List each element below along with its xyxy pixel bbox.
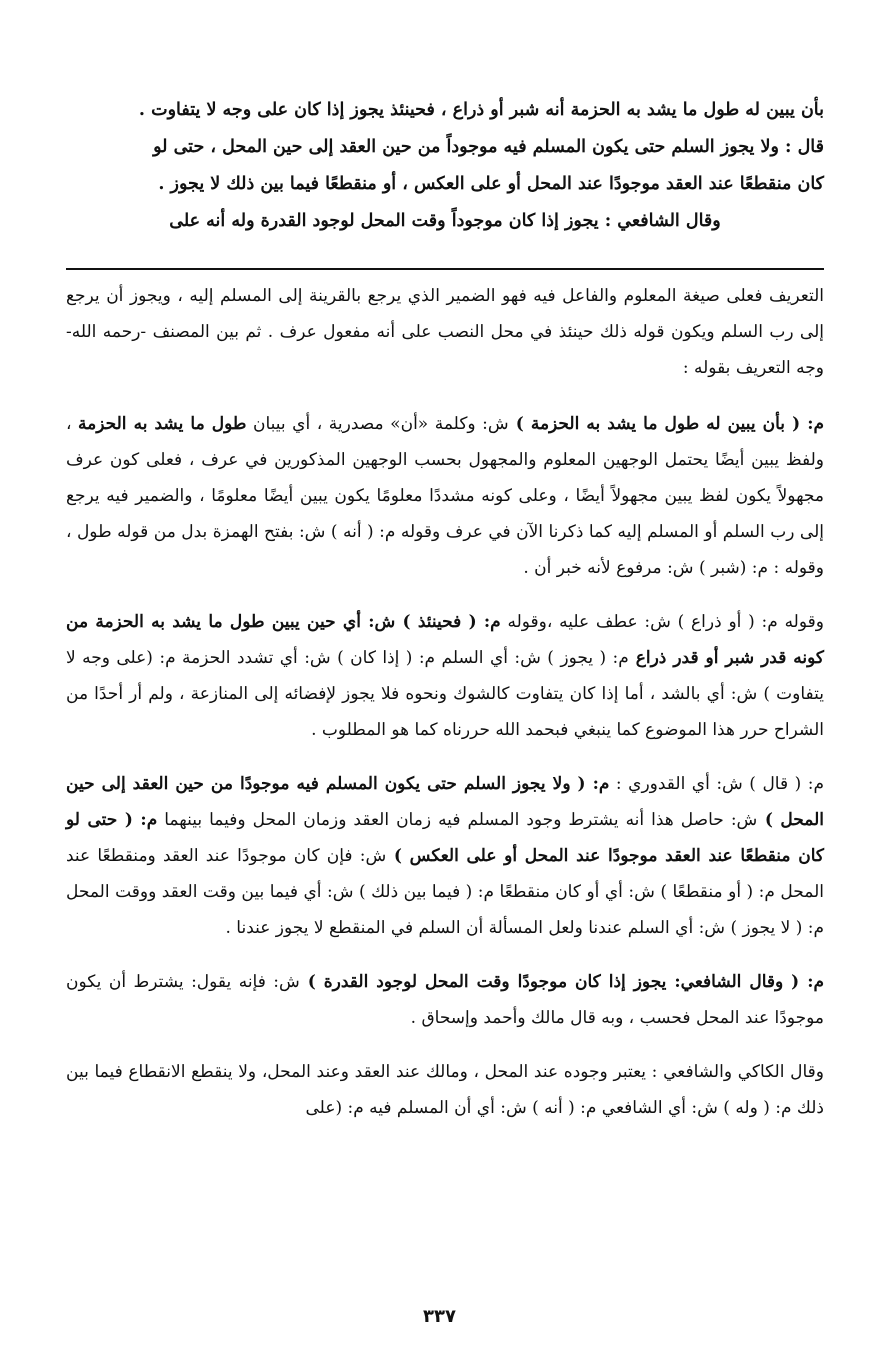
commentary-paragraph xyxy=(66,964,824,1036)
commentary-text: ش: بفتح الهمزة بدل من قوله طول ، وقوله : xyxy=(66,522,824,578)
commentary-text: ش: أي القدوري : xyxy=(609,774,743,794)
quoted-text: طول ما يشد به الحزمة xyxy=(78,414,247,434)
quoted-text: م: ( لا يجوز ) xyxy=(725,918,824,938)
quoted-text: م: ( فحينئذ ) xyxy=(395,612,501,632)
commentary-text: ش: أي السلم xyxy=(435,648,541,668)
commentary-paragraph xyxy=(66,406,824,586)
quoted-text: م: ( أو ذراع ) xyxy=(670,612,778,632)
commentary-text: ش: وكلمة «أن» مصدرية ، أي بيبان xyxy=(246,414,509,434)
quoted-text: م: ( إذا كان ) xyxy=(330,648,436,668)
commentary-paragraph xyxy=(66,766,824,946)
page-number: ٣٣٧ xyxy=(423,1306,456,1327)
quoted-text: م: ( أنه ) xyxy=(325,522,396,542)
main-text xyxy=(66,92,824,240)
quoted-text: م: ( أنه ) xyxy=(526,1098,597,1118)
commentary-text: ش: حاصل هذا أنه يشترط وجود المسلم فيه زمان العقد وزمان المحل وفيما بينهما xyxy=(157,810,758,830)
commentary-text: ش: أي بالشد ، أما إذا كان يتفاوت كالشوك ونحوه فلا يجوز لإفضائه إلى المنازعة ، ولم أر أحدًا من الشراح حرر هذا الموضوع كما ينبغي فبحمد الله حررناه كما هو المطلوب . xyxy=(66,684,824,740)
commentary-paragraph xyxy=(66,1054,824,1126)
commentary-paragraph xyxy=(66,604,824,748)
commentary-paragraph: التعريف فعلى صيغة المعلوم والفاعل فيه فهو الضمير الذي يرجع بالقرينة إلى المسلم إليه ، ويجوز أن يرجع إلى رب السلم ويكون قوله ذلك حينئذ في محل النصب على أنه مفعول عرف . ثم بين المصنف -رحمه الله- وجه التعريف بقوله : xyxy=(66,286,824,378)
main-text-line: كان منقطعًا عند العقد موجودًا عند المحل أو على العكس ، أو منقطعًا فيما بين ذلك لا يجوز . xyxy=(158,174,824,194)
commentary-text: ش: أي حين يبين طول ما يشد به الحزمة من كونه قدر شبر أو قدر ذراع xyxy=(66,612,824,668)
quoted-text: م: ( وقال الشافعي: يجوز إذا كان موجودًا وقت المحل لوجود القدرة ) xyxy=(299,972,824,992)
commentary-text: ، ولفظ يبين أيضًا يحتمل الوجهين المعلوم والمجهول بحسب الوجهين المذكورين في عرف ، فعلى كون عرف مجهولاً يكون لفظ يبين مجهولاً أيضًا ، وعلى كونه مشددًا معلومًا يكون يبين أيضًا معلومًا ، والضمير فيه يرجع إلى رب السلم أو المسلم إليه كما ذكرنا الآن في عرف وقوله xyxy=(66,414,824,542)
commentary-text: ش: مرفوع لأنه خبر أن . xyxy=(523,558,694,578)
commentary-text: ش: عطف عليه ،وقوله xyxy=(500,612,671,632)
commentary-text: ش: أي أن المسلم فيه xyxy=(363,1098,527,1118)
main-text-line: قال : ولا يجوز السلم حتى يكون المسلم فيه موجوداً من حين العقد إلى حين المحل ، حتى لو xyxy=(153,137,824,157)
quoted-text: م: (على xyxy=(305,1098,364,1118)
commentary xyxy=(66,278,824,1126)
quoted-text: م: ( ولا يجوز السلم حتى يكون المسلم فيه موجودًا من حين العقد إلى حين المحل ) xyxy=(66,774,824,830)
quoted-text: م: ( قال ) xyxy=(742,774,824,794)
quoted-text: م: ( يجوز ) xyxy=(540,648,629,668)
quoted-text: م: ( حتى لو كان منقطعًا عند العقد موجودًا عند المحل أو على العكس ) xyxy=(66,810,824,866)
commentary-text: وقال الكاكي والشافعي : يعتبر وجوده عند المحل ، ومالك عند العقد وعند المحل، ولا ينقطع الانقطاع فيما بين ذلك xyxy=(66,1062,824,1118)
commentary-text: ش: أي الشافعي xyxy=(596,1098,718,1118)
commentary-text: ش: أي تشدد الحزمة xyxy=(175,648,331,668)
quoted-text: م: (على وجه لا يتفاوت ) xyxy=(66,648,825,704)
commentary-text: وقوله xyxy=(777,612,824,632)
commentary-text: ش: أي فيما بين وقت العقد ووقت المحل xyxy=(66,882,354,902)
quoted-text: م: ( بأن يبين له طول ما يشد به الحزمة ) xyxy=(508,414,824,434)
main-text-line: بأن يبين له طول ما يشد به الحزمة أنه شبر أو ذراع ، فحينئذ يجوز إذا كان على وجه لا يتفاوت . xyxy=(138,100,824,120)
commentary-text: ش: أي السلم عندنا ولعل المسألة أن السلم في المنقطع لا يجوز عندنا . xyxy=(225,918,726,938)
commentary-text: ش: أي أو كان منقطعًا xyxy=(494,882,655,902)
commentary-text: ش: فإن كان موجودًا عند العقد ومنقطعًا عند المحل xyxy=(66,846,825,902)
quoted-text: م: ( أو منقطعًا ) xyxy=(654,882,775,902)
quoted-text: م: (شبر ) xyxy=(693,558,769,578)
quoted-text: م: ( فيما بين ذلك ) xyxy=(353,882,495,902)
separator-rule xyxy=(66,268,824,270)
quoted-text: م: ( وله ) xyxy=(717,1098,792,1118)
main-text-line: وقال الشافعي : يجوز إذا كان موجوداً وقت المحل لوجود القدرة وله أنه على xyxy=(169,211,721,231)
commentary-text: ش: فإنه يقول: يشترط أن يكون موجودًا عند المحل فحسب ، وبه قال مالك وأحمد وإسحاق . xyxy=(66,972,824,1028)
book-page xyxy=(66,92,824,1144)
